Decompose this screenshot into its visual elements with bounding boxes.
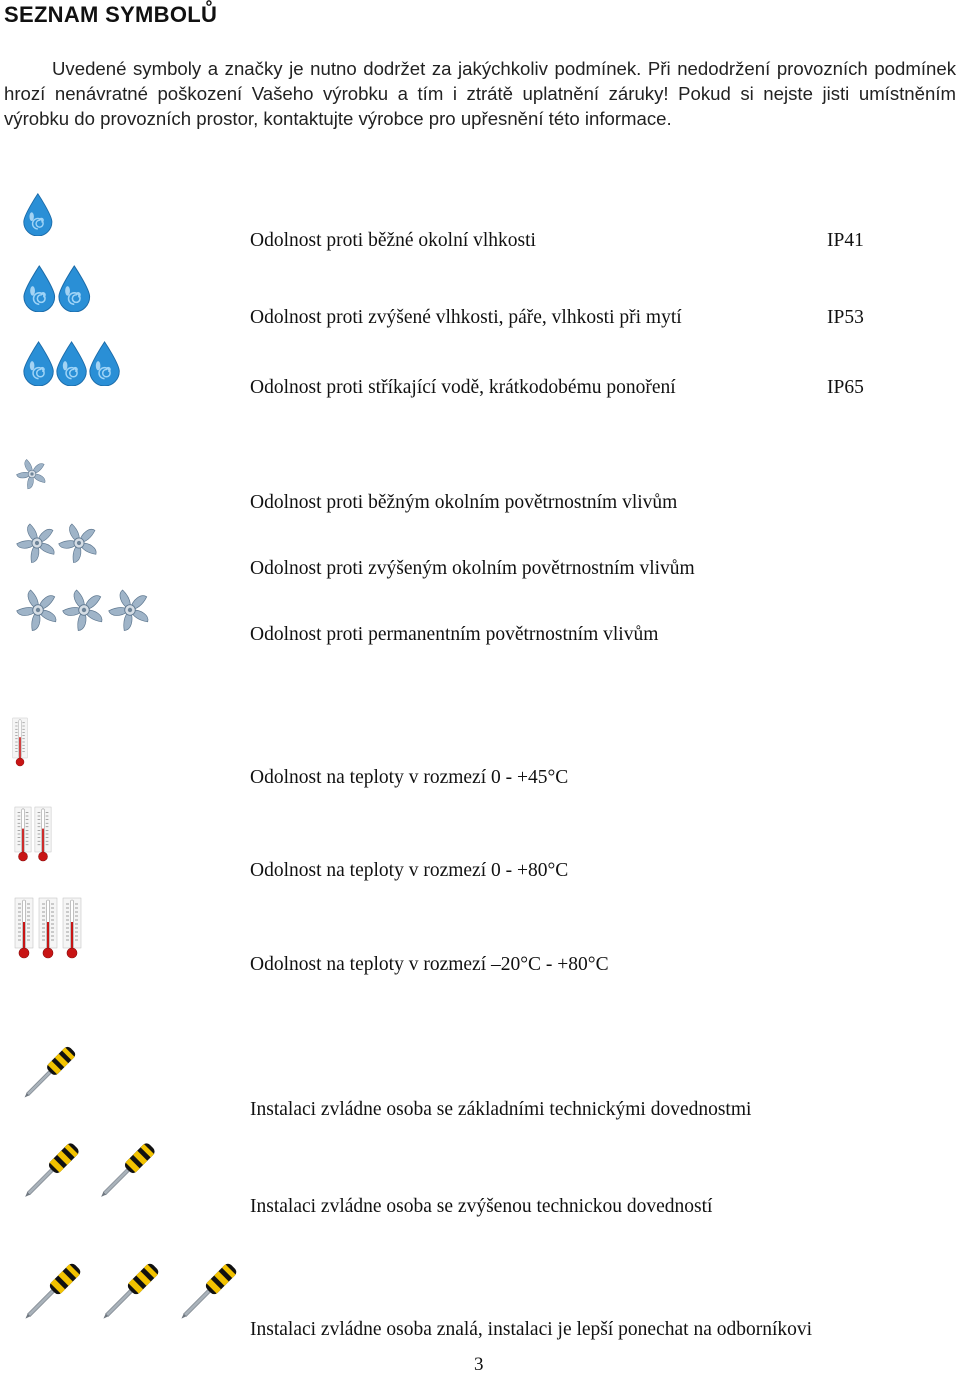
moisture-label-1: Odolnost proti běžné okolní vlhkosti xyxy=(250,230,536,251)
thermometer-icon xyxy=(14,800,32,868)
moisture-code-3: IP65 xyxy=(827,377,864,398)
thermometer-icon-group-1 xyxy=(12,708,28,776)
water-drop-icon xyxy=(55,340,88,386)
screwdriver-icon xyxy=(14,1036,86,1108)
moisture-code-1: IP41 xyxy=(827,230,864,251)
fan-icon xyxy=(108,588,152,632)
water-drop-icon xyxy=(57,264,92,312)
fan-icon xyxy=(16,458,48,490)
fan-icon-group-1 xyxy=(16,458,48,490)
temperature-label-3: Odolnost na teploty v rozmezí –20°C - +80°C xyxy=(250,954,609,975)
fan-icon-group-2 xyxy=(16,522,100,564)
intro-paragraph: Uvedené symboly a značky je nutno dodržet za jakýchkoliv podmínek. Při nedodržení provozních podmínek hrozí nenávratné poškození Vašeho výrobku a tím i ztrátě uplatnění záruky! Pokud si nejste jisti umístněním výrobku do provozních prostor, kontaktujte výrobce pro upřesnění této informace. xyxy=(4,58,956,129)
moisture-label-2: Odolnost proti zvýšené vlhkosti, páře, vlhkosti při mytí xyxy=(250,307,682,328)
temperature-label-1: Odolnost na teploty v rozmezí 0 - +45°C xyxy=(250,767,569,788)
water-drop-icon-group-1 xyxy=(22,192,54,236)
screwdriver-icon-group-1 xyxy=(14,1036,86,1108)
installation-label-3: Instalaci zvládne osoba znalá, instalaci je lepší ponechat na odborníkovi xyxy=(250,1319,813,1340)
thermometer-icon xyxy=(62,894,82,962)
fan-icon xyxy=(62,588,106,632)
thermometer-icon-group-3 xyxy=(14,894,82,962)
thermometer-icon xyxy=(38,894,58,962)
screwdriver-icon xyxy=(14,1252,92,1330)
weather-label-3: Odolnost proti permanentním povětrnostním vlivům xyxy=(250,624,659,645)
water-drop-icon-group-2 xyxy=(22,264,91,312)
screwdriver-icon xyxy=(14,1132,90,1208)
page-number: 3 xyxy=(474,1354,484,1375)
screwdriver-icon xyxy=(90,1132,166,1208)
thermometer-icon-group-2 xyxy=(14,800,52,868)
water-drop-icon-group-3 xyxy=(22,340,121,386)
thermometer-icon xyxy=(12,708,28,776)
screwdriver-icon-group-3 xyxy=(14,1252,248,1330)
screwdriver-icon xyxy=(170,1252,248,1330)
thermometer-icon xyxy=(34,800,52,868)
installation-label-2: Instalaci zvládne osoba se zvýšenou technickou dovedností xyxy=(250,1196,713,1217)
moisture-label-3: Odolnost proti stříkající vodě, krátkodobému ponoření xyxy=(250,377,676,398)
fan-icon xyxy=(16,522,58,564)
water-drop-icon xyxy=(22,340,55,386)
installation-label-1: Instalaci zvládne osoba se základními technickými dovednostmi xyxy=(250,1099,752,1120)
fan-icon xyxy=(58,522,100,564)
fan-icon-group-3 xyxy=(16,588,152,632)
weather-label-1: Odolnost proti běžným okolním povětrnostním vlivům xyxy=(250,492,678,513)
fan-icon xyxy=(16,588,60,632)
moisture-code-2: IP53 xyxy=(827,307,864,328)
water-drop-icon xyxy=(22,264,57,312)
page-title: SEZNAM SYMBOLŮ xyxy=(4,2,218,27)
water-drop-icon xyxy=(88,340,121,386)
weather-label-2: Odolnost proti zvýšeným okolním povětrnostním vlivům xyxy=(250,558,695,579)
temperature-label-2: Odolnost na teploty v rozmezí 0 - +80°C xyxy=(250,860,569,881)
thermometer-icon xyxy=(14,894,34,962)
screwdriver-icon-group-2 xyxy=(14,1132,166,1208)
screwdriver-icon xyxy=(92,1252,170,1330)
water-drop-icon xyxy=(22,192,54,236)
